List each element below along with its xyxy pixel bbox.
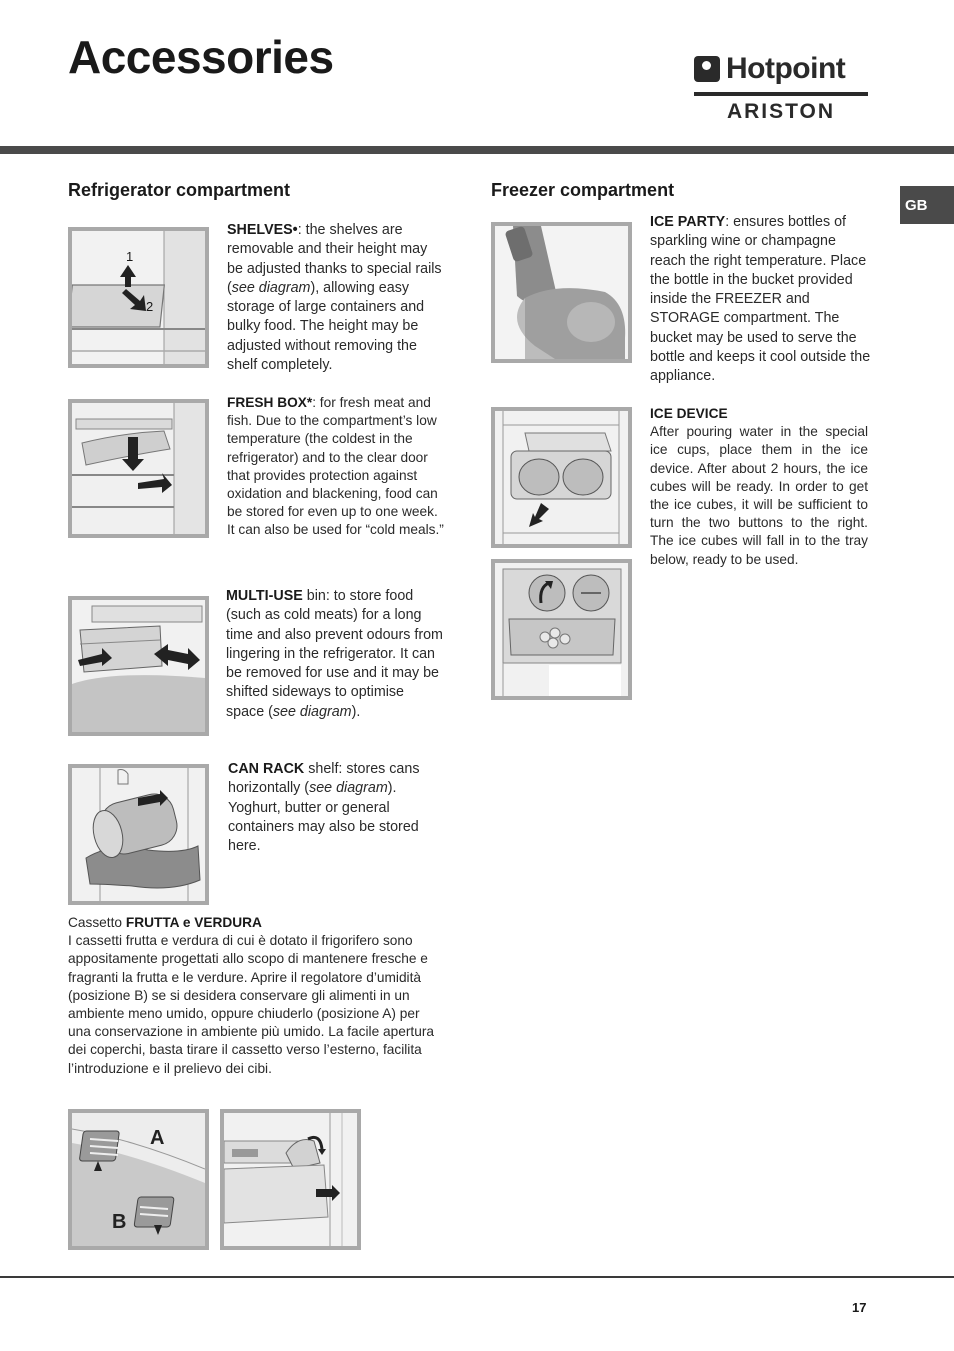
- brand-name: Hotpoint: [726, 52, 846, 85]
- freezer-heading: Freezer compartment: [491, 180, 675, 200]
- shelves-callout-2: 2: [146, 299, 154, 314]
- multi-use-label: MULTI-USE: [226, 588, 303, 604]
- brand-rule: [694, 92, 868, 96]
- fresh-box-description: FRESH BOX*: for fresh meat and fish. Due to the compartment’s low temperature (the coldest in the refrigerator) and to the clear door that provides protection against oxidation and blackening, food can be stored for even up to one week. It can also be used for “cold meals.”: [227, 395, 444, 538]
- brand-subname: ARISTON: [726, 100, 836, 123]
- language-tab: GB: [900, 186, 954, 224]
- fresh-box-label: FRESH BOX*: [227, 395, 313, 410]
- shelves-illustration: [68, 227, 209, 368]
- page-title: Accessories: [68, 31, 334, 83]
- brand-mark-icon: [694, 56, 720, 82]
- ice-party-illustration: [491, 222, 632, 363]
- footer-divider: [0, 1276, 954, 1278]
- shelves-label: SHELVES•: [227, 222, 298, 238]
- can-rack-label: CAN RACK: [228, 761, 305, 777]
- shelves-callout-1: 1: [126, 249, 134, 264]
- ice-device-label: ICE DEVICE: [650, 406, 728, 421]
- ice-device-description: ICE DEVICE After pouring water in the special ice cups, place them in the ice device. After about 2 hours, the ice cubes will be ready. In order to get the ice cubes, it will be sufficient to turn the two buttons to the right. The ice cubes will fall in to the tray below, ready to be used.: [650, 406, 868, 567]
- page-number: 17: [852, 1300, 867, 1315]
- refrigerator-heading: Refrigerator compartment: [68, 180, 291, 200]
- position-b-label: B: [112, 1211, 127, 1233]
- position-a-label: A: [150, 1127, 165, 1149]
- can-rack-illustration: [68, 764, 209, 905]
- ice-cubes-tray-illustration: [491, 559, 632, 700]
- header-divider: [0, 146, 954, 154]
- shelves-description: SHELVES•: the shelves are removable and their height may be adjusted thanks to special rails (see diagram), allowing easy storage of large containers and bulky food. The height may be adjusted without removing the shelf completely.: [227, 222, 442, 374]
- cassetto-description: Cassetto FRUTTA e VERDURA I cassetti frutta e verdura di cui è dotato il frigorifero sono appositamente progettati allo scopo di mantenere fresche e fragranti la frutta e le verdure. Aprire il regolatore d’umidità (posizione B) se si desidera conservare gli alimenti in un ambiente meno umido, oppure chiuderlo (posizione A) per una conservazione in ambiente più umido. La facile apertura dei coperchi, basta tirare il cassetto verso l’esterno, facilita l’introduzione e il prelievo dei cibi.: [68, 915, 434, 1076]
- brand-logo: [694, 52, 868, 126]
- multi-use-illustration: [68, 596, 209, 736]
- fresh-box-illustration: [68, 399, 209, 538]
- ice-party-label: ICE PARTY: [650, 214, 726, 230]
- multi-use-description: MULTI-USE bin: to store food (such as cold meats) for a long time and also prevent odours from lingering in the refrigerator. It can be removed for use and it may be shifted sideways to optimise space (see diagram).: [226, 588, 443, 720]
- can-rack-description: CAN RACK shelf: stores cans horizontally (see diagram). Yoghurt, butter or general containers may also be stored here.: [228, 761, 420, 855]
- ice-device-illustration: [491, 407, 632, 548]
- drawer-opening-illustration: [220, 1109, 361, 1250]
- cassetto-label: FRUTTA e VERDURA: [125, 915, 262, 930]
- humidity-regulator-illustration: [68, 1109, 209, 1250]
- ice-party-description: ICE PARTY: ensures bottles of sparkling wine or champagne reach the right temperature. Place the bottle in the bucket provided inside the FREEZER and STORAGE compartment. The bucket may be used to serve the bottle and keeps it cool outside the appliance.: [650, 214, 871, 385]
